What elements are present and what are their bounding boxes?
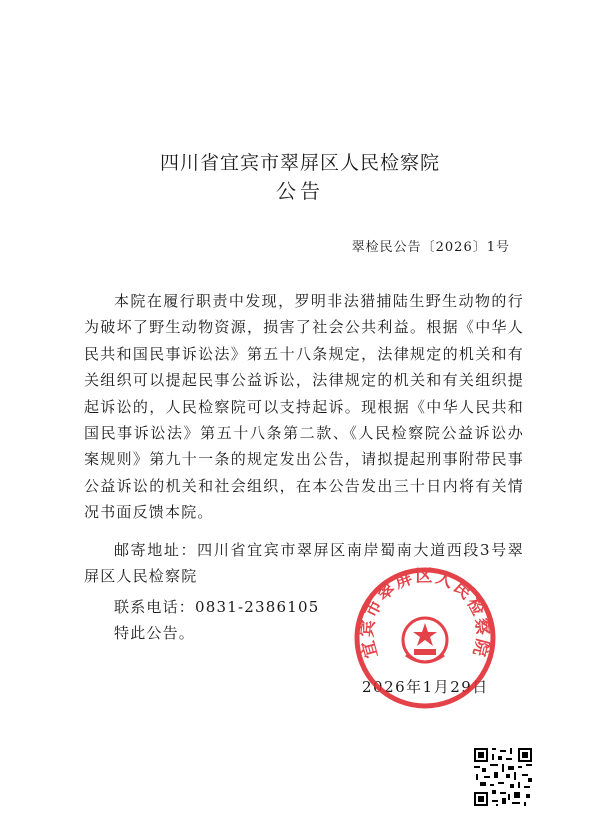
document-title: 公告: [276, 179, 324, 203]
official-seal: [352, 565, 498, 711]
mailing-address: 邮寄地址：四川省宜宾市翠屏区南岸蜀南大道西段3号翠屏区人民检察院: [84, 541, 524, 586]
national-emblem-icon: [403, 618, 447, 662]
organization-title: 四川省宜宾市翠屏区人民检察院: [159, 152, 440, 174]
contact-phone: 联系电话：0831-2386105: [114, 598, 320, 616]
svg-text:宜宾市翠屏区人民检察院: [356, 567, 493, 661]
qr-code-icon: [472, 746, 534, 808]
seal-text: 宜宾市翠屏区人民检察院: [357, 566, 493, 661]
notice-paragraph: 本院在履行职责中发现，罗明非法猎捕陆生野生动物的行为破坏了野生动物资源，损害了社会公共利益。根据《中华人民共和国民事诉讼法》第五十八条规定，法律规定的机关和有关组织可以提起民事公益诉讼，法律规定的机关和有关组织提起诉讼的，人民检察院可以支持起诉。现根据《中华人民共和国民事诉讼法》第五十八条第二款、《人民检察院公益诉讼办案规则》第九十一条的规定发出公告，请拟提起刑事附带民事公益诉讼的机关和社会组织，在本公告发出三十日内将有关情况书面反馈本院。: [84, 292, 524, 522]
closing-statement: 特此公告。: [114, 624, 196, 642]
document-number: 翠检民公告〔2026〕1号: [351, 240, 510, 255]
issue-date: 2026年1月29日: [362, 678, 489, 696]
